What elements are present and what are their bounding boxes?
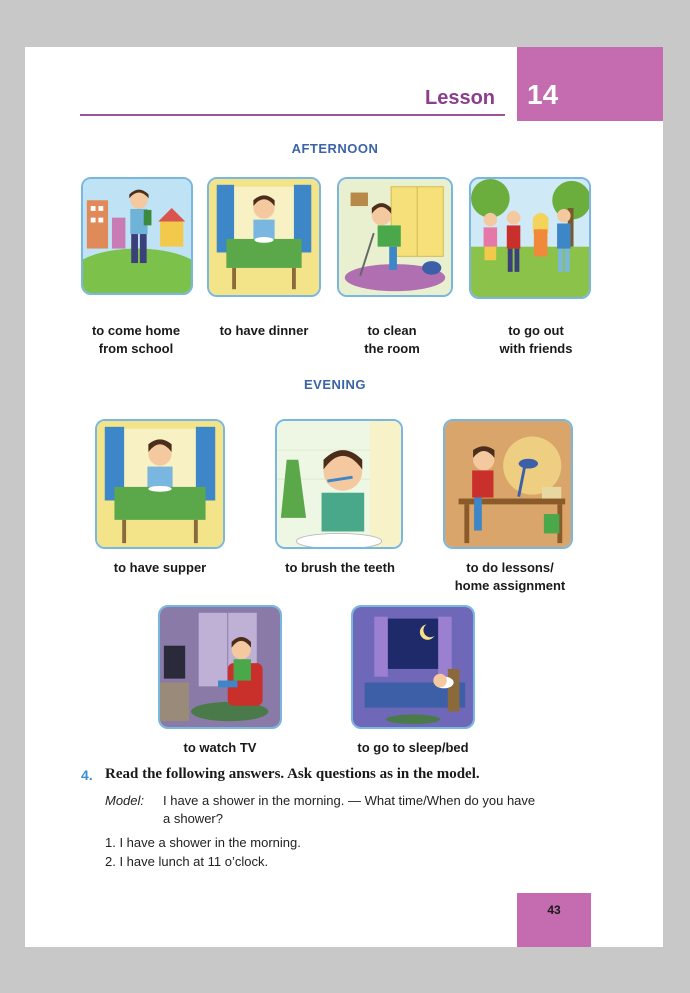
caption-brush-teeth: to brush the teeth <box>285 560 395 575</box>
caption-go-to-sleep: to go to sleep/bed <box>357 740 469 755</box>
illustration-have-dinner <box>207 177 321 297</box>
illustration-come-home <box>81 177 193 295</box>
caption-have-dinner: to have dinner <box>219 323 309 338</box>
caption-watch-tv: to watch TV <box>183 740 257 755</box>
caption-do-lessons: to do lessons/ home assignment <box>454 560 566 593</box>
evening-heading: EVENING <box>303 377 366 392</box>
afternoon-heading: AFTERNOON <box>291 141 379 156</box>
illustration-go-out-friends <box>469 177 591 299</box>
illustration-brush-teeth <box>275 419 403 549</box>
exercise-model <box>105 792 625 828</box>
exercise-title: Read the following answers. Ask questions as in the model. <box>105 766 480 782</box>
illustration-have-supper <box>95 419 225 549</box>
lesson-number: 14 <box>527 79 559 110</box>
caption-clean-room: to clean the room <box>364 323 420 356</box>
lesson-number-box <box>517 47 663 121</box>
model-text: I have a shower in the morning. — What time/When do you have <box>163 793 536 808</box>
page-number: 43 <box>547 903 561 917</box>
list-item: 2. I have lunch at 11 o’clock. <box>105 854 269 869</box>
caption-go-out: to go out with friends <box>499 323 573 356</box>
caption-have-supper: to have supper <box>113 560 207 575</box>
page-number-box <box>517 893 591 947</box>
header-rule <box>80 114 505 116</box>
illustration-go-to-sleep <box>351 605 475 729</box>
model-text-continued: a shower? <box>163 811 223 826</box>
illustration-do-lessons <box>443 419 573 549</box>
exercise-list <box>105 833 301 871</box>
lesson-label: Lesson <box>425 87 496 109</box>
caption-come-home: to come home from school <box>91 323 181 356</box>
list-item: 1. I have a shower in the morning. <box>105 835 301 850</box>
textbook-page <box>25 47 663 947</box>
exercise-number: 4. <box>81 767 93 783</box>
illustration-watch-tv <box>158 605 282 729</box>
illustration-clean-room <box>337 177 453 297</box>
model-label: Model: <box>105 793 145 808</box>
